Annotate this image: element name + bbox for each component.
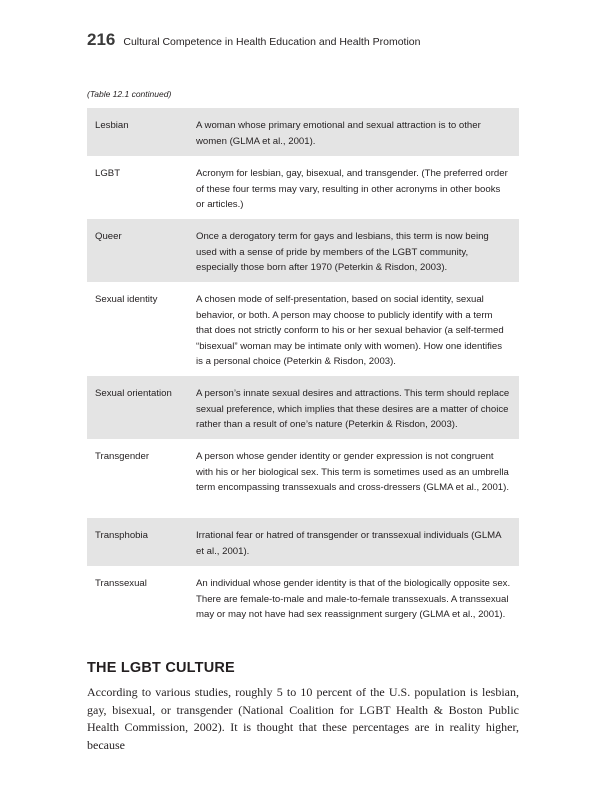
term-cell: Sexual identity [95, 294, 158, 305]
definition-cell: A chosen mode of self-presentation, based on social identity, sexual behavior, or both. A person may choose to publicly identify with a term that does not strictly conform to his or her sexual behavior (a self-termed “bisexual” woman may be intimate only with women). How one identifies is a personal choice (Peterkin & Risdon, 2003). [196, 294, 504, 367]
term-cell: Queer [95, 231, 122, 242]
table-row [87, 566, 519, 645]
section-heading: THE LGBT CULTURE [87, 660, 235, 676]
glossary-table [87, 108, 519, 645]
table-row [87, 439, 519, 518]
running-title: Cultural Competence in Health Education and Health Promotion [123, 36, 421, 48]
definition-cell: Acronym for lesbian, gay, bisexual, and transgender. (The preferred order of these four terms may vary, resulting in other acronyms in other books or articles.) [196, 168, 508, 210]
page-header [87, 30, 420, 50]
definition-cell: A woman whose primary emotional and sexual attraction is to other women (GLMA et al., 2001). [196, 120, 481, 147]
table-row [87, 108, 519, 156]
table-row [87, 376, 519, 439]
term-cell: Transgender [95, 451, 150, 462]
term-cell: Transsexual [95, 578, 147, 589]
definition-cell: Irrational fear or hatred of transgender or transsexual individuals (GLMA et al., 2001). [196, 530, 502, 557]
definition-cell: A person whose gender identity or gender expression is not congruent with his or her biological sex. This term is sometimes used as an umbrella term encompassing transsexuals and cross-dressers (GLMA et al., 2001). [196, 451, 509, 493]
page-number: 216 [87, 30, 116, 49]
term-cell: Sexual orientation [95, 388, 172, 399]
term-cell: LGBT [95, 168, 121, 179]
table-row [87, 219, 519, 282]
definition-cell: An individual whose gender identity is that of the biologically opposite sex. There are female-to-male and male-to-female transsexuals. A transsexual may or may not have had sex reassignment surgery (GLMA et al., 2001). [196, 578, 511, 620]
term-cell: Lesbian [95, 120, 129, 131]
table-caption: (Table 12.1 continued) [87, 89, 172, 99]
definition-cell: Once a derogatory term for gays and lesbians, this term is now being used with a sense of pride by members of the LGBT community, especially those born after 1970 (Peterkin & Risdon, 2003). [196, 231, 489, 273]
definition-cell: A person’s innate sexual desires and attractions. This term should replace sexual preference, which implies that these desires are a matter of choice rather than a result of one’s nature (Peterkin & Risdon, 2003). [196, 388, 510, 430]
body-paragraph: According to various studies, roughly 5 to 10 percent of the U.S. population is lesbian, gay, bisexual, or transgender (National Coalition for LGBT Health & Boston Public Health Commission, 2002). It is thought that these percentages are in reality higher, because [87, 685, 519, 752]
table-row [87, 282, 519, 376]
table-row [87, 518, 519, 566]
term-cell: Transphobia [95, 530, 148, 541]
table-row [87, 156, 519, 219]
